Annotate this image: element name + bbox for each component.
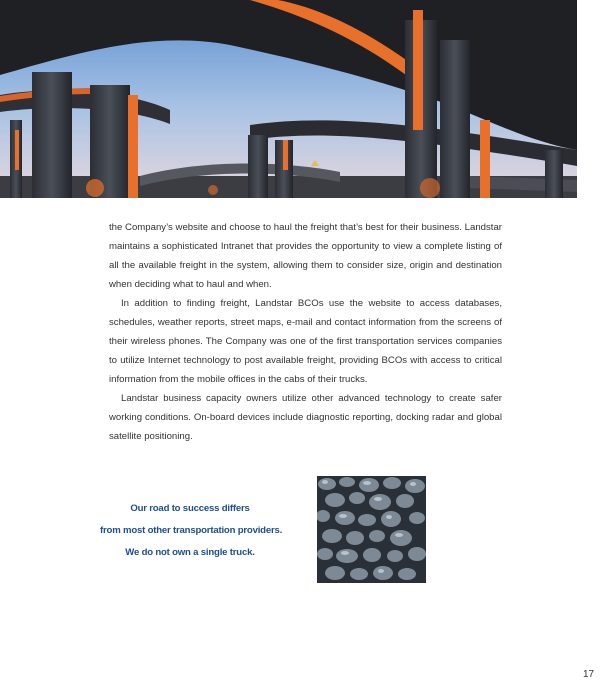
pull-quote-line: Our road to success differs [130,503,250,514]
highway-overpass-photo [0,0,577,198]
pull-quote [100,498,283,564]
gravel-photo [317,476,426,583]
pull-quote-line: We do not own a single truck. [125,547,255,558]
paragraph-advanced-technology: Landstar business capacity owners utilize other advanced technology to create safer working conditions. On-board devices include diagnostic reporting, docking radar and global satellite positioning. [109,393,502,442]
pull-quote-line: from most other transportation providers. [100,525,283,536]
paragraph-bco-website-use: In addition to finding freight, Landstar BCOs use the website to access databases, schedules, weather reports, street maps, e-mail and contact information from the screens of their wireless phones. The Company was one of the first transportation services companies to utilize Internet technology to post available freight, providing BCOs with access to critical information from the mobile offices in the cabs of their trucks. [109,298,502,385]
page-number: 17 [583,669,595,680]
body-text [109,218,502,446]
paragraph-website-freight: the Company’s website and choose to haul the freight that’s best for their business. Landstar maintains a sophisticated Intranet that provides the opportunity to view a complete listing of all the available freight in the system, allowing them to consider size, origin and destination when deciding what to haul and when. [109,222,502,290]
